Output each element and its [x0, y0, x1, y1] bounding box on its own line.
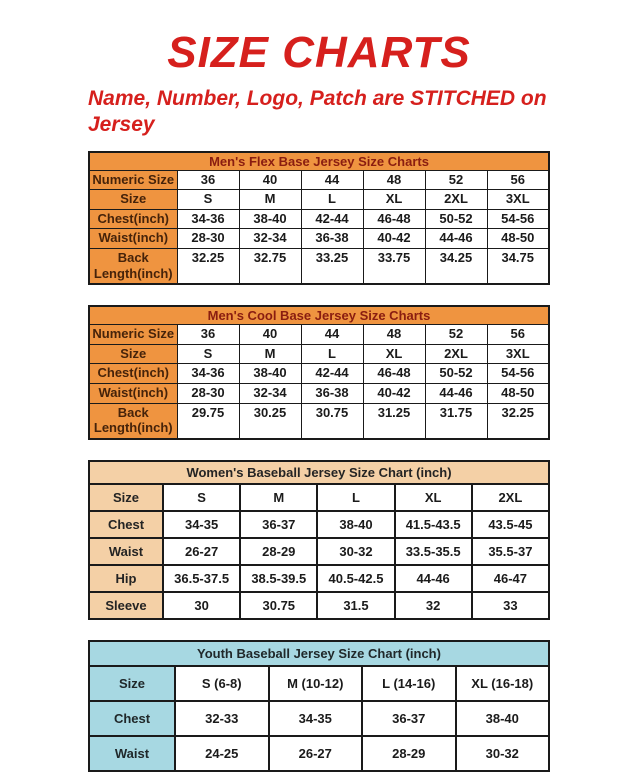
size-cell: 32.25	[487, 403, 549, 439]
size-cell: 28-29	[240, 538, 317, 565]
table-row	[89, 592, 549, 619]
size-cell: 32.75	[239, 249, 301, 285]
table-row	[89, 190, 549, 210]
size-cell: 46-48	[363, 364, 425, 384]
row-label: Chest	[89, 701, 175, 736]
size-cell: 56	[487, 325, 549, 345]
size-cell: 48	[363, 325, 425, 345]
size-cell: 41.5-43.5	[395, 511, 472, 538]
size-cell: 48-50	[487, 229, 549, 249]
size-cell: XL	[363, 344, 425, 364]
row-label: Waist	[89, 736, 175, 771]
size-cell: XL	[395, 484, 472, 511]
mens-cool-base-size-chart	[88, 305, 550, 440]
size-cell: 40-42	[363, 384, 425, 404]
size-cell: S	[177, 344, 239, 364]
youth-baseball-size-chart	[88, 640, 550, 772]
size-cell: 2XL	[472, 484, 549, 511]
size-cell: 34-36	[177, 364, 239, 384]
size-cell: 38-40	[317, 511, 394, 538]
table-title: Youth Baseball Jersey Size Chart (inch)	[89, 641, 549, 666]
size-cell: 29.75	[177, 403, 239, 439]
page-title: SIZE CHARTS	[167, 28, 471, 77]
size-cell: 44-46	[425, 229, 487, 249]
table-row	[89, 170, 549, 190]
size-cell: 46-47	[472, 565, 549, 592]
row-label: Back Length(inch)	[89, 403, 177, 439]
table-title-row	[89, 306, 549, 325]
size-cell: 40-42	[363, 229, 425, 249]
size-cell: 38-40	[239, 209, 301, 229]
size-cell: 28-30	[177, 229, 239, 249]
size-cell: 34-36	[177, 209, 239, 229]
size-cell: 40	[239, 170, 301, 190]
size-cell: 52	[425, 325, 487, 345]
size-cell: 44-46	[395, 565, 472, 592]
size-cell: 30.25	[239, 403, 301, 439]
size-cell: 34-35	[269, 701, 363, 736]
size-cell: 33.75	[363, 249, 425, 285]
size-cell: M	[240, 484, 317, 511]
size-cell: L	[301, 190, 363, 210]
table-row	[89, 403, 549, 439]
size-cell: 24-25	[175, 736, 269, 771]
size-cell: 36-37	[362, 701, 456, 736]
row-label: Waist(inch)	[89, 384, 177, 404]
size-cell: 32.25	[177, 249, 239, 285]
size-cell: 30.75	[301, 403, 363, 439]
size-cell: 3XL	[487, 190, 549, 210]
row-label: Chest	[89, 511, 163, 538]
size-cell: 42-44	[301, 209, 363, 229]
size-cell: 32-34	[239, 384, 301, 404]
table-title: Men's Flex Base Jersey Size Charts	[89, 152, 549, 171]
size-cell: L (14-16)	[362, 666, 456, 701]
size-cell: 26-27	[163, 538, 240, 565]
table-row	[89, 736, 549, 771]
size-cell: 26-27	[269, 736, 363, 771]
table-row	[89, 565, 549, 592]
size-cell: L	[317, 484, 394, 511]
size-cell: 32-33	[175, 701, 269, 736]
row-label: Hip	[89, 565, 163, 592]
size-cell: 34.75	[487, 249, 549, 285]
size-cell: 32-34	[239, 229, 301, 249]
table-row	[89, 384, 549, 404]
table-row	[89, 364, 549, 384]
size-cell: 30-32	[456, 736, 550, 771]
size-cell: XL (16-18)	[456, 666, 550, 701]
size-cell: S (6-8)	[175, 666, 269, 701]
size-cell: 56	[487, 170, 549, 190]
size-cell: 30	[163, 592, 240, 619]
table-row	[89, 511, 549, 538]
table-row	[89, 325, 549, 345]
size-cell: 28-30	[177, 384, 239, 404]
table-title-row	[89, 641, 549, 666]
size-cell: 36	[177, 170, 239, 190]
size-cell: 40	[239, 325, 301, 345]
size-cell: 2XL	[425, 344, 487, 364]
size-cell: 36-37	[240, 511, 317, 538]
size-cell: 36-38	[301, 384, 363, 404]
size-cell: 43.5-45	[472, 511, 549, 538]
row-label: Back Length(inch)	[89, 249, 177, 285]
size-cell: 44	[301, 170, 363, 190]
size-cell: 31.5	[317, 592, 394, 619]
size-cell: 44-46	[425, 384, 487, 404]
womens-baseball-size-chart	[88, 460, 550, 620]
size-cell: L	[301, 344, 363, 364]
row-label: Waist	[89, 538, 163, 565]
size-cell: 33.25	[301, 249, 363, 285]
size-cell: S	[177, 190, 239, 210]
table-row	[89, 344, 549, 364]
size-cell: 50-52	[425, 209, 487, 229]
row-label: Size	[89, 484, 163, 511]
table-title: Women's Baseball Jersey Size Chart (inch)	[89, 461, 549, 484]
size-cell: 48-50	[487, 384, 549, 404]
size-cell: 3XL	[487, 344, 549, 364]
row-label: Sleeve	[89, 592, 163, 619]
table-row	[89, 249, 549, 285]
size-cell: 38-40	[456, 701, 550, 736]
table-title-row	[89, 461, 549, 484]
row-label: Size	[89, 666, 175, 701]
size-cell: 42-44	[301, 364, 363, 384]
size-cell: 38-40	[239, 364, 301, 384]
size-cell: 33	[472, 592, 549, 619]
row-label: Size	[89, 344, 177, 364]
size-cell: 44	[301, 325, 363, 345]
row-label: Numeric Size	[89, 170, 177, 190]
table-row	[89, 209, 549, 229]
size-cell: 52	[425, 170, 487, 190]
table-row	[89, 666, 549, 701]
size-cell: 36-38	[301, 229, 363, 249]
size-cell: 48	[363, 170, 425, 190]
size-cell: 31.75	[425, 403, 487, 439]
size-cell: XL	[363, 190, 425, 210]
tables-container	[0, 151, 638, 772]
size-cell: 34-35	[163, 511, 240, 538]
size-cell: 36.5-37.5	[163, 565, 240, 592]
page-subtitle: Name, Number, Logo, Patch are STITCHED on Jersey	[88, 87, 547, 137]
size-cell: M	[239, 344, 301, 364]
size-cell: 50-52	[425, 364, 487, 384]
size-cell: 28-29	[362, 736, 456, 771]
table-row	[89, 538, 549, 565]
table-title-row	[89, 152, 549, 171]
size-cell: S	[163, 484, 240, 511]
size-cell: 32	[395, 592, 472, 619]
size-cell: 30-32	[317, 538, 394, 565]
size-cell: 35.5-37	[472, 538, 549, 565]
row-label: Size	[89, 190, 177, 210]
size-cell: 30.75	[240, 592, 317, 619]
size-cell: 33.5-35.5	[395, 538, 472, 565]
size-cell: M	[239, 190, 301, 210]
size-cell: 40.5-42.5	[317, 565, 394, 592]
size-cell: 36	[177, 325, 239, 345]
table-title: Men's Cool Base Jersey Size Charts	[89, 306, 549, 325]
table-row	[89, 701, 549, 736]
table-row	[89, 229, 549, 249]
mens-flex-base-size-chart	[88, 151, 550, 286]
size-cell: M (10-12)	[269, 666, 363, 701]
row-label: Chest(inch)	[89, 364, 177, 384]
table-row	[89, 484, 549, 511]
size-cell: 31.25	[363, 403, 425, 439]
row-label: Waist(inch)	[89, 229, 177, 249]
size-cell: 46-48	[363, 209, 425, 229]
row-label: Numeric Size	[89, 325, 177, 345]
row-label: Chest(inch)	[89, 209, 177, 229]
size-cell: 54-56	[487, 209, 549, 229]
size-cell: 34.25	[425, 249, 487, 285]
size-cell: 38.5-39.5	[240, 565, 317, 592]
size-cell: 2XL	[425, 190, 487, 210]
size-cell: 54-56	[487, 364, 549, 384]
